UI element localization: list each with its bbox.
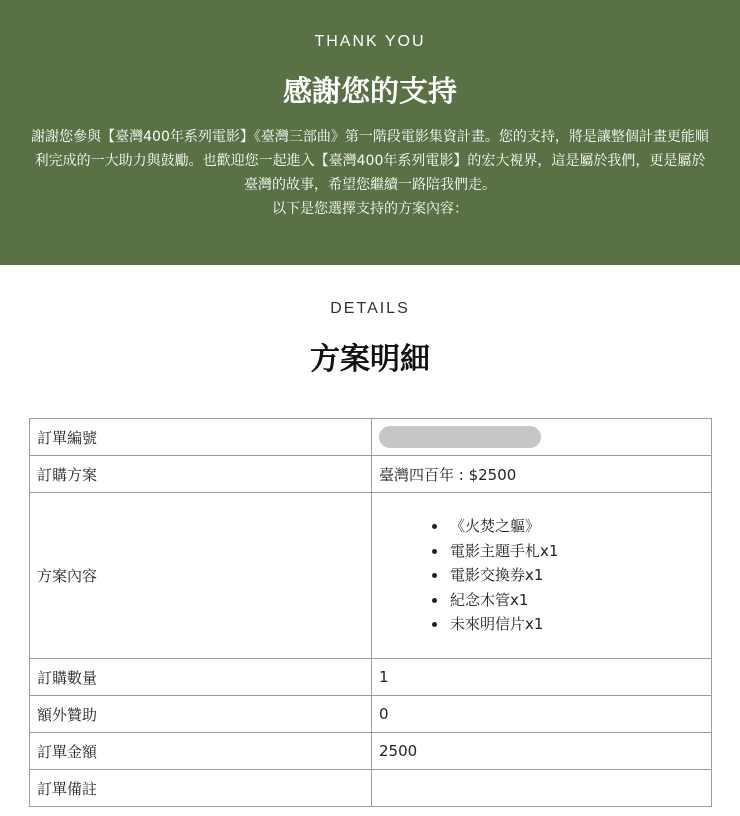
order-number-cell bbox=[372, 419, 712, 456]
note-value bbox=[372, 770, 712, 807]
list-item: • 《火焚之軀》 bbox=[448, 514, 704, 539]
table-row-order-number bbox=[30, 419, 712, 456]
table-row-extra-donation bbox=[30, 696, 712, 733]
details-title: 方案明細 bbox=[310, 342, 430, 377]
list-item: • 紀念木管x1 bbox=[448, 588, 704, 613]
table-row-amount bbox=[30, 733, 712, 770]
amount-value: 2500 bbox=[372, 733, 712, 770]
details-kicker: DETAILS bbox=[330, 300, 410, 317]
note-label: 訂單備註 bbox=[30, 770, 372, 807]
thank-you-subtitle: 以下是您選擇支持的方案內容： bbox=[272, 201, 468, 217]
amount-label: 訂單金額 bbox=[30, 733, 372, 770]
contents-cell bbox=[372, 493, 712, 659]
list-item: • 電影交換券x1 bbox=[448, 563, 704, 588]
quantity-label: 訂購數量 bbox=[30, 659, 372, 696]
thank-you-kicker: THANK YOU bbox=[314, 33, 426, 50]
details-section bbox=[0, 265, 740, 380]
table-row-plan bbox=[30, 456, 712, 493]
thank-you-title: 感謝您的支持 bbox=[282, 74, 457, 108]
order-number-label: 訂單編號 bbox=[30, 419, 372, 456]
contents-label: 方案內容 bbox=[30, 493, 372, 659]
table-row-quantity bbox=[30, 659, 712, 696]
plan-value: 臺灣四百年 : $2500 bbox=[372, 456, 712, 493]
quantity-value: 1 bbox=[372, 659, 712, 696]
thank-you-message bbox=[30, 125, 710, 221]
table-row-contents bbox=[30, 493, 712, 659]
redacted-order-number bbox=[379, 426, 541, 448]
order-details-table bbox=[29, 418, 712, 807]
plan-label: 訂購方案 bbox=[30, 456, 372, 493]
thank-you-paragraph: 謝謝您參與【臺灣400年系列電影】《臺灣三部曲》第一階段電影集資計畫。您的支持，將是讓整個計畫更能順利完成的一大助力與鼓勵。也歡迎您一起進入【臺灣400年系列電影】的宏大視界，這是屬於我們，更是屬於臺灣的故事，希望您繼續一路陪我們走。 bbox=[31, 129, 709, 193]
table-row-note bbox=[30, 770, 712, 807]
list-item: • 電影主題手札x1 bbox=[448, 539, 704, 564]
list-item: • 未來明信片x1 bbox=[448, 612, 704, 637]
thank-you-banner bbox=[0, 0, 740, 265]
extra-donation-value: 0 bbox=[372, 696, 712, 733]
extra-donation-label: 額外贊助 bbox=[30, 696, 372, 733]
contents-list bbox=[379, 514, 704, 637]
